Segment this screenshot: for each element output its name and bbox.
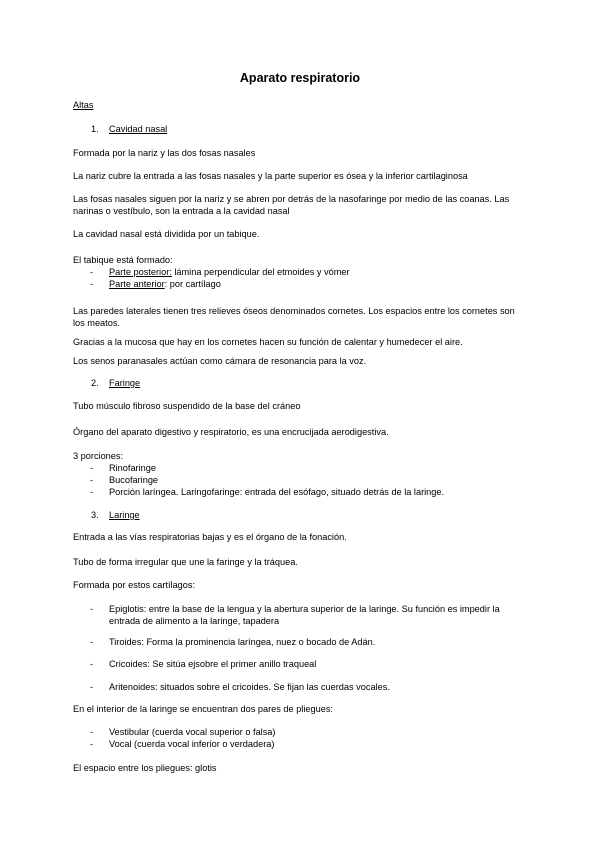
paragraph: Formada por la nariz y las dos fosas nasales [73,148,256,158]
paragraph: En el interior de la laringe se encuentran dos pares de pliegues: [73,704,333,714]
paragraph: El espacio entre los pliegues: glotis [73,763,217,773]
paragraph: El tabique está formado: [73,255,173,265]
list-item-text: : por cartílago [164,279,221,289]
paragraph: La cavidad nasal está dividida por un tabique. [73,229,260,239]
list-item: Cricoides: Se sitúa ejsobre el primer anillo traqueal [109,659,317,669]
bullet-dash: - [90,267,94,277]
list-number-1: 1. [91,124,99,134]
bullet-dash: - [90,682,94,692]
bullet-dash: - [90,463,94,473]
list-item: Tiroides: Forma la prominencia laríngea, nuez o bocado de Adán. [109,637,376,647]
list-number-3: 3. [91,510,99,520]
list-item: Epiglotis: entre la base de la lengua y la abertura superior de la laringe. Su función es impedir la entrada de alimento a la laringe, tapadera [109,604,500,626]
bullet-dash: - [90,727,94,737]
paragraph: Las paredes laterales tienen tres relieves óseos denominados cornetes. Los espacios entre los cornetes son los meatos. [73,306,515,328]
paragraph: Las fosas nasales siguen por la nariz y se abren por detrás de la nasofaringe por medio de las coanas. Las narinas o vestíbulo, son la entrada a la cavidad nasal [73,194,510,216]
paragraph: 3 porciones: [73,451,124,461]
paragraph: Órgano del aparato digestivo y respiratorio, es una encrucijada aerodigestiva. [73,427,389,437]
bullet-dash: - [90,637,94,647]
bullet-dash: - [90,739,94,749]
paragraph: Gracias a la mucosa que hay en los cornetes hacen su función de calentar y humedecer el aire. [73,337,463,347]
list-number-2: 2. [91,378,99,388]
paragraph: Formada por estos cartílagos: [73,580,196,590]
paragraph: Entrada a las vías respiratorias bajas y es el órgano de la fonación. [73,532,347,542]
paragraph: Tubo de forma irregular que une la faringe y la tráquea. [73,557,298,567]
section-heading-altas: Altas [73,100,94,110]
list-item [109,279,221,291]
list-item [109,267,350,279]
paragraph: Tubo músculo fibroso suspendido de la base del cráneo [73,401,301,411]
list-item: Rinofaringe [109,463,156,473]
heading-faringe: Faringe [109,378,141,388]
paragraph: La nariz cubre la entrada a las fosas nasales y la parte superior es ósea y la inferior cartilaginosa [73,171,468,181]
bullet-dash: - [90,604,94,614]
paragraph: Los senos paranasales actúan como cámara de resonancia para la voz. [73,356,367,366]
list-item-label: Parte anterior [109,279,165,289]
list-item-label: Parte posterior: [109,267,172,277]
bullet-dash: - [90,487,94,497]
list-item: Vocal (cuerda vocal inferior o verdadera) [109,739,275,749]
document-title: Aparato respiratorio [239,71,361,85]
bullet-dash: - [90,279,94,289]
list-item-text: lámina perpendicular del etmoides y vómer [171,267,350,277]
list-item: Porción laríngea. Laringofaringe: entrada del esófago, situado detrás de la laringe. [109,487,445,497]
bullet-dash: - [90,475,94,485]
list-item: Vestibular (cuerda vocal superior o falsa) [109,727,276,737]
heading-laringe: Laringe [109,510,140,520]
bullet-dash: - [90,659,94,669]
heading-cavidad-nasal: Cavidad nasal [109,124,168,134]
list-item: Bucofaringe [109,475,159,485]
list-item: Aritenoides: situados sobre el cricoides. Se fijan las cuerdas vocales. [109,682,390,692]
